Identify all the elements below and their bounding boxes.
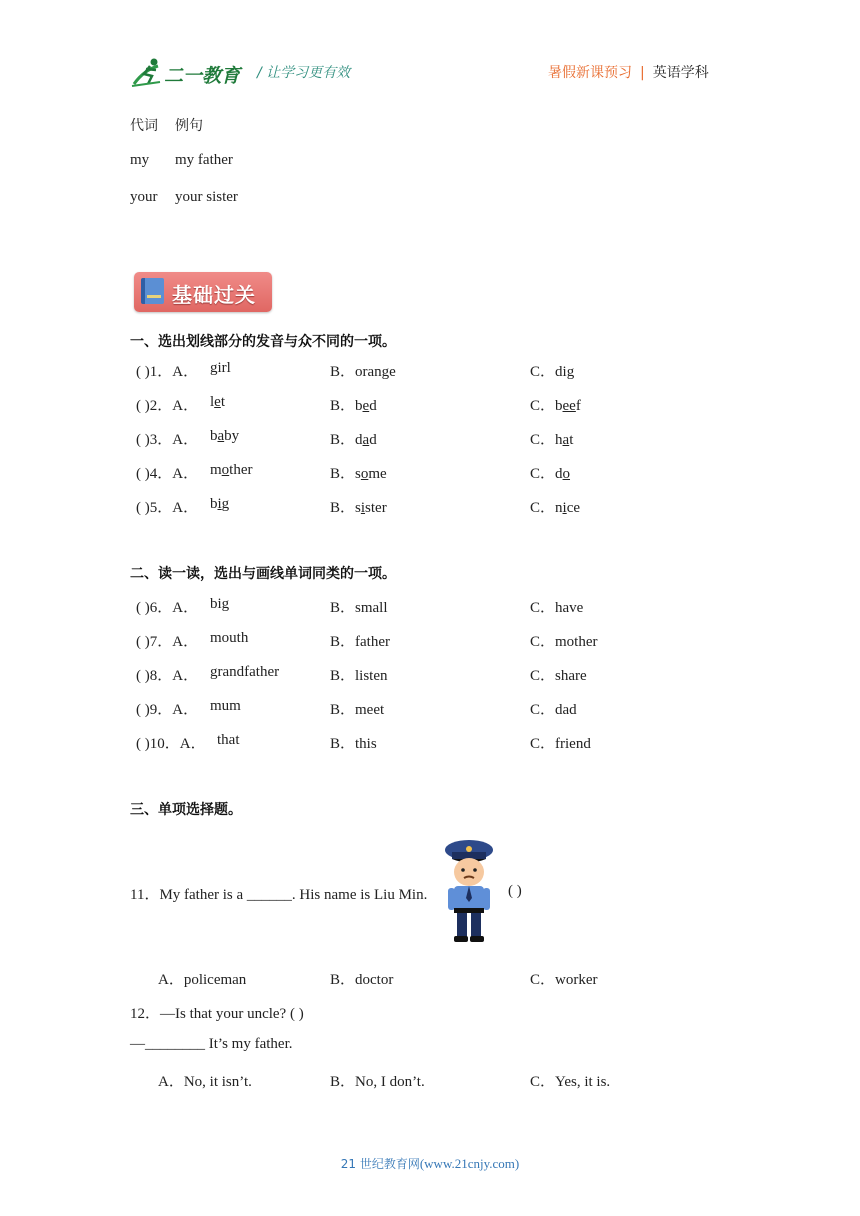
option-letter: C． [530,398,556,414]
option-c: C．share [530,668,587,684]
option-text-post: irl [217,360,231,376]
table-row-example: your sister [175,189,238,205]
header-right [548,62,709,82]
option-a: mouth [210,630,249,646]
option-text-pre: s [355,500,361,516]
option-b [330,428,377,449]
option-letter: C． [530,500,556,516]
section1-title: 一、选出划线部分的发音与众不同的一项。 [130,334,396,350]
option-b [330,394,377,415]
footer-url: (www.21cnjy.com) [419,1156,520,1171]
underlined-letters: g [210,360,218,376]
option-c: C．dad [530,702,577,718]
option-c [530,462,570,483]
option-text-post: ster [365,500,387,516]
option-letter: B． [330,466,356,482]
option-text-post: by [224,428,240,444]
option-text-post: d [369,432,377,448]
option-letter: B． [330,364,356,380]
question-row [0,394,860,416]
option-text-post: t [220,394,226,410]
option-b: B．small [330,600,388,616]
question-number: ( )8．A． [136,668,199,684]
option-c: C．have [530,600,584,616]
badge-label: 基础过关 [172,283,256,307]
question-number: ( )2．A． [136,398,199,414]
option-c [530,428,573,449]
option-text-post: t [569,432,574,448]
book-icon [141,278,164,304]
option-b [330,360,396,381]
question-row [0,428,860,450]
option-text-pre: h [555,432,563,448]
option-text-pre: di [555,364,567,380]
option-a [210,428,239,445]
q12-reply: —________ It’s my father. [130,1036,293,1052]
option-text-pre: oran [355,364,382,380]
option-a: that [217,732,240,748]
underlined-letters: i [562,500,567,516]
option-b [330,462,387,483]
question-row [0,664,860,686]
underlined-letters: e [214,394,221,410]
option-a [210,496,229,513]
section2-title: 二、读一读，选出与画线单词同类的一项。 [130,566,396,582]
question-row [0,630,860,652]
option-c: C．friend [530,736,591,752]
option-text-pre: m [210,462,222,478]
footer-site-name: 21 世纪教育网 [340,1157,420,1171]
question-number: ( )5．A． [136,500,199,516]
option-letter: C． [530,364,556,380]
underlined-letters: i [217,496,222,512]
underlined-letters: o [562,466,571,482]
option-a [210,394,225,411]
question-row [0,462,860,484]
q11-option-b: B．doctor [330,972,394,988]
option-a: grandfather [210,664,280,680]
option-b: B．listen [330,668,388,684]
option-b [330,496,387,517]
option-c: C．mother [530,634,598,650]
underlined-letters: a [217,428,225,444]
underlined-letters: ee [562,398,576,414]
option-c [530,394,581,415]
option-text-post: g [221,496,230,512]
option-text-pre: b [210,428,218,444]
question-number: ( )1．A． [136,364,199,380]
underlined-letters: g [566,364,575,380]
q12-option-a: A．No, it isn’t. [158,1074,252,1090]
question-number: ( )4．A． [136,466,199,482]
option-b: B．meet [330,702,385,718]
q11-option-a: A．policeman [158,972,247,988]
table-header-example: 例句 [175,118,203,134]
question-number: ( )3．A． [136,432,199,448]
underlined-letters: e [362,398,370,414]
option-text-pre: b [210,496,218,512]
option-text-post: e [389,364,396,380]
question-number: ( )9．A． [136,702,199,718]
option-a: mum [210,698,241,714]
header-slogan: / 让学习更有效 [257,65,351,81]
option-letter: C． [530,432,556,448]
option-b: B．this [330,736,377,752]
option-text-post: me [368,466,387,482]
underlined-letters: g [381,364,390,380]
underlined-letters: a [362,432,370,448]
option-letter: C． [530,466,556,482]
option-text-pre: d [555,466,563,482]
table-row-pronoun: my [130,152,150,168]
option-text-post: ce [566,500,581,516]
question-row [0,698,860,720]
q12-option-b: B．No, I don’t. [330,1074,425,1090]
underlined-letters: a [562,432,570,448]
course-label: 暑假新课预习 [548,65,632,81]
option-letter: B． [330,432,356,448]
question-number: ( )10．A． [136,736,206,752]
option-c [530,360,574,381]
question-row [0,360,860,382]
question-row [0,732,860,754]
table-row-example: my father [175,152,233,168]
option-letter: B． [330,500,356,516]
option-text-pre: s [355,466,361,482]
option-a [210,360,231,377]
underlined-letters: i [360,500,366,516]
q11-answer-bracket: ( ) [508,883,522,899]
option-text-post: d [369,398,377,414]
underlined-letters: o [360,466,369,482]
question-number: ( )7．A． [136,634,199,650]
q12-option-c: C．Yes, it is. [530,1074,611,1090]
q12-stem: 12．—Is that your uncle? ( ) [130,1006,304,1022]
question-row [0,596,860,618]
option-a: big [210,596,230,612]
underlined-letters: o [221,462,230,478]
option-text-pre: d [355,432,363,448]
option-letter: B． [330,398,356,414]
option-c [530,496,580,517]
question-number: ( )6．A． [136,600,199,616]
question-row [0,496,860,518]
logo [130,56,240,90]
option-text-pre: b [555,398,563,414]
option-b: B．father [330,634,390,650]
header-separator: | [640,65,645,81]
section-badge [134,272,272,312]
footer [0,1155,860,1172]
policeman-illustration [440,836,498,944]
logo-text: 二一教育 [164,65,241,87]
option-text-pre: b [355,398,363,414]
q11-option-c: C．worker [530,972,598,988]
option-text-pre: n [555,500,563,516]
subject-label: 英语学科 [652,65,709,81]
option-text-post: ther [229,462,253,478]
section3-title: 三、单项选择题。 [130,802,242,818]
option-text-pre: l [210,394,215,410]
option-a [210,462,253,479]
table-header-pronoun: 代词 [130,118,158,134]
q11-stem: 11．My father is a ______. His name is Liu Min. [130,887,428,903]
option-text-post: f [575,398,581,414]
table-row-pronoun: your [130,189,158,205]
